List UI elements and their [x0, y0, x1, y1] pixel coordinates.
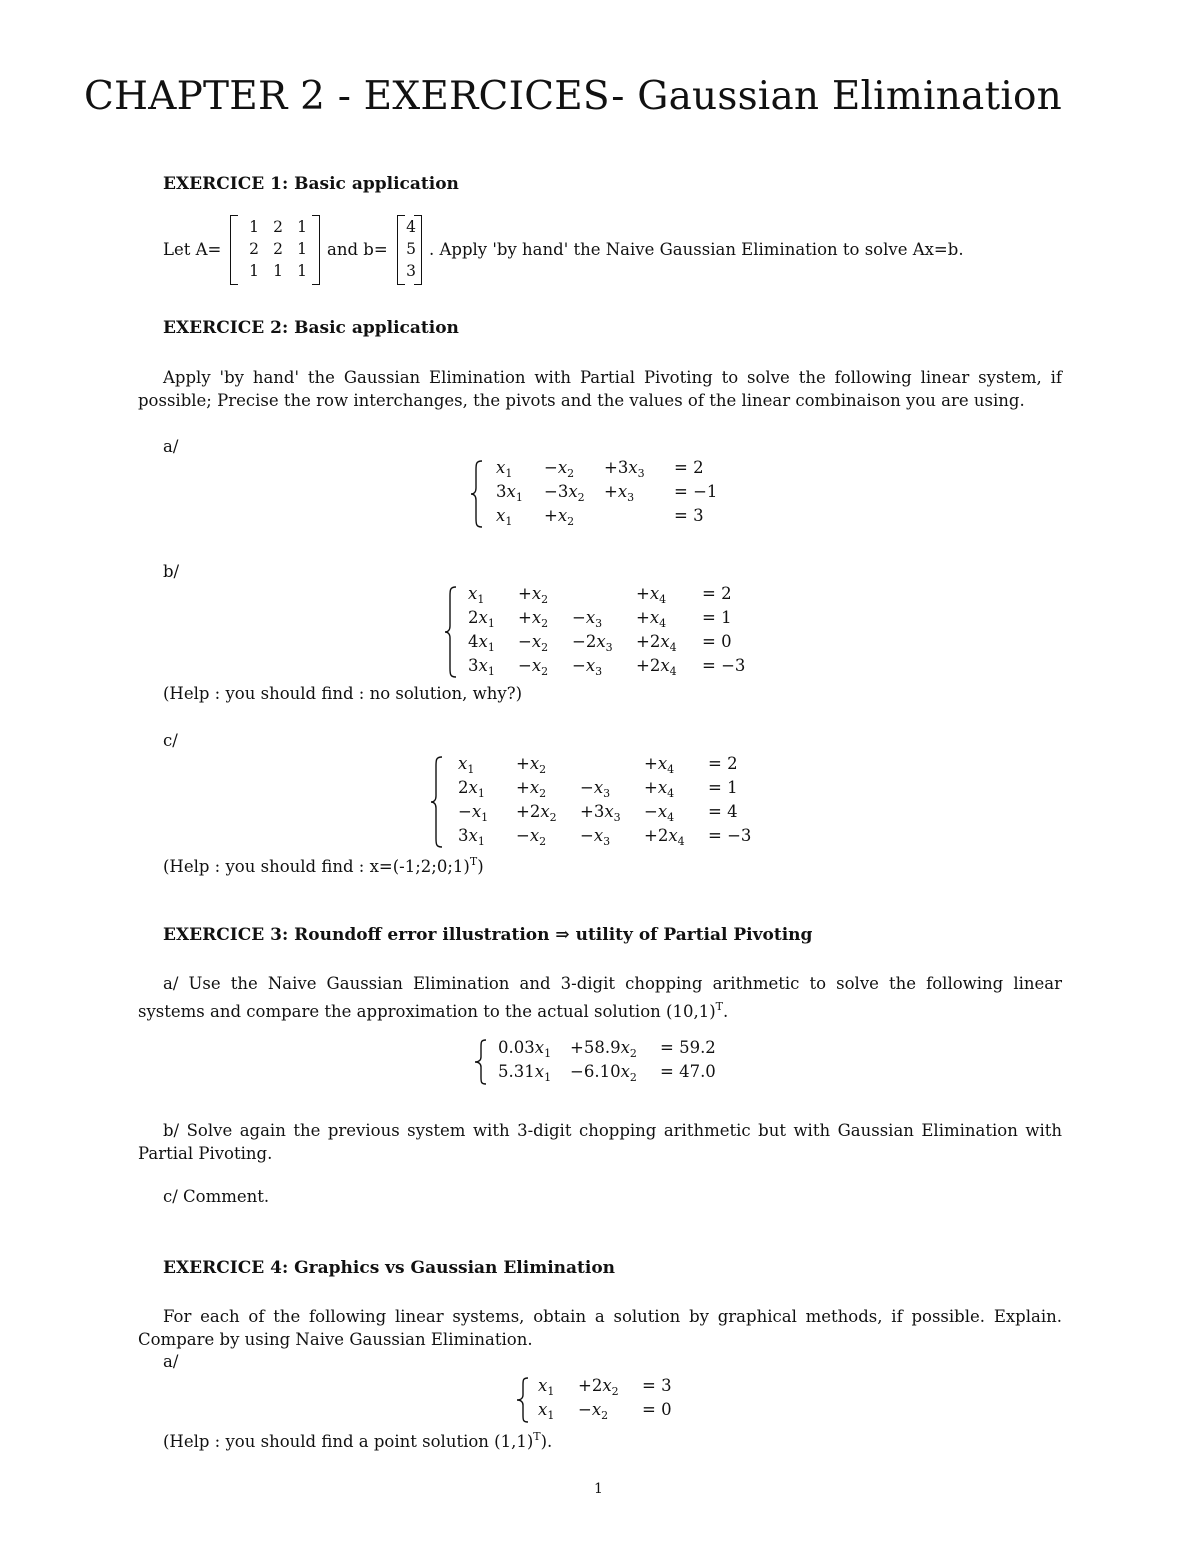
ex2-c-label: c/	[163, 731, 178, 750]
document-page: CHAPTER 2 - EXERCICES- Gaussian Elimination EXERCICE 1: Basic application Let A= 1 2 1 2 2 1 1 1 1 and b= 4 5 3 . Apply 'by hand' the Naive Gaussian Elimination to solve Ax=b. EXERCICE 2: Basic application Apply 'by hand' the Gaussian Elimination with Partial Pivoting to solve the following linear system, if possible; Precise the row interchanges, the pivots and the values of the linear combinaison you are using. a/ $x_1$ $-x_2$ $+3x_3$ = 2 $3x_1$ $-3x_2$ $+x_3$ = −1 $x_1$ $+x_2$ = 3 b/ $x_1$ $+x_2$ $+x_4$ = 2 $2x_1$ $+x_2$ $-x_3$ $+x_4$ = 1 $4x_1$ $-x_2$ $-2x_3$ $+2x_4$ = 0 $3x_1$ $-x_2$ $-x_3$ $+2x_4$ = −3 (Help : you should find : no solution, why?) c/ $x_1$ $+x_2$ $+x_4$ = 2 $2x_1$ $+x_2$ $-x_3$ $+x_4$ = 1 $-x_1$ $+2x_2$ $+3x_3$ $-x_4$ = 4 $3x_1$ $-x_2$ $-x_3$ $+2x_4$ = −3 (Help : you should find : x=(-1;2;0;1)$^T$) EXERCICE 3: Roundoff error illustration ⇒ utility of Partial Pivoting a/ Use the Naive Gaussian Elimination and 3-digit chopping arithmetic to solve the following linear systems and compare the approximation to the actual solution $(10,1)^T$. $0.03x_1$ $+58.9x_2$ = 59.2 $5.31x_1$ $-6.10x_2$ = 47.0 b/ Solve again the previous system with 3-digit chopping arithmetic but with Gaussian Elimination with Partial Pivoting. c/ Comment. EXERCICE 4: Graphics vs Gaussian Elimination For each of the following linear systems, obtain a solution by graphical methods, if possible. Explain. Compare by using Naive Gaussian Elimination. a/ $x_1$ $+2x_2$ = 3 $x_1$ $-x_2$ = 0 (Help : you should find a point solution $(1,1)^T$). 1	[84, 74, 1063, 1497]
matrix-a-right-bracket	[312, 215, 320, 285]
ex4-intro: For each of the following linear systems, obtain a solution by graphical methods, if possible. Explain. Compare by using Naive Gaussian Elimination.	[138, 1307, 1062, 1349]
help-end: )	[477, 857, 484, 876]
transpose-sup: T	[533, 1430, 541, 1443]
vector-cell: 3	[406, 262, 416, 280]
transpose-sup: T	[469, 855, 478, 868]
ex3-a-text	[138, 972, 1062, 1023]
exercise-2-heading: EXERCICE 2: Basic application	[163, 318, 459, 338]
ex3-a-body: a/ Use the Naive Gaussian Elimination and 3-digit chopping arithmetic to solve the following linear systems and compare the approximation to the actual solution (10,1)	[138, 974, 1062, 1021]
ex4-a-label: a/	[163, 1352, 179, 1371]
transpose-sup: T	[715, 1000, 723, 1013]
ex2-a-label: a/	[163, 437, 179, 456]
exercise-4-heading: EXERCICE 4: Graphics vs Gaussian Elimination	[163, 1258, 616, 1278]
ex2-intro: Apply 'by hand' the Gaussian Elimination with Partial Pivoting to solve the following linear system, if possible; Precise the row interchanges, the pivots and the values of the linear combinaison you are using.	[138, 368, 1062, 410]
vector-cell: 5	[406, 240, 416, 258]
page-number: 1	[594, 1481, 603, 1497]
ex3-c-text: c/ Comment.	[163, 1187, 270, 1206]
matrix-cell: 1	[273, 262, 283, 280]
matrix-a	[242, 216, 312, 282]
ex4-help	[163, 1430, 552, 1451]
matrix-cell: 1	[297, 240, 307, 258]
ex1-let-label: Let A=	[163, 240, 222, 259]
left-brace-icon	[474, 1039, 488, 1085]
matrix-cell: 1	[297, 218, 307, 236]
ex1-instruction: . Apply 'by hand' the Naive Gaussian Elimination to solve Ax=b.	[429, 240, 964, 259]
ex2-b-help: (Help : you should find : no solution, why?)	[163, 684, 523, 703]
exercise-3-heading: EXERCICE 3: Roundoff error illustration ⇒ utility of Partial Pivoting	[163, 925, 813, 945]
left-brace-icon	[516, 1377, 530, 1423]
matrix-cell: 1	[297, 262, 307, 280]
help-text: (Help : you should find a point solution (1,1)	[163, 1432, 534, 1451]
ex3-b-text: b/ Solve again the previous system with 3-digit chopping arithmetic but with Gaussian Elimination with Partial Pivoting.	[138, 1121, 1062, 1163]
help-text: (Help : you should find : x=(-1;2;0;1)	[163, 857, 470, 876]
exercise-1-heading: EXERCICE 1: Basic application	[163, 174, 459, 194]
left-brace-icon	[444, 586, 458, 678]
matrix-cell: 2	[249, 240, 259, 258]
left-brace-icon	[430, 756, 444, 848]
vector-cell: 4	[406, 218, 416, 236]
matrix-cell: 2	[273, 240, 283, 258]
ex3-a-end: .	[722, 1002, 729, 1021]
ex1-and-label: and b=	[327, 240, 388, 259]
matrix-cell: 1	[249, 218, 259, 236]
ex2-b-label: b/	[163, 562, 180, 581]
left-brace-icon	[470, 460, 484, 528]
vector-b-right-bracket	[414, 215, 422, 285]
ex2-c-help	[163, 855, 484, 876]
page-title: CHAPTER 2 - EXERCICES- Gaussian Elimination	[84, 74, 1063, 119]
matrix-cell: 1	[249, 262, 259, 280]
matrix-cell: 2	[273, 218, 283, 236]
help-end: ).	[540, 1432, 553, 1451]
matrix-a-left-bracket	[230, 215, 238, 285]
